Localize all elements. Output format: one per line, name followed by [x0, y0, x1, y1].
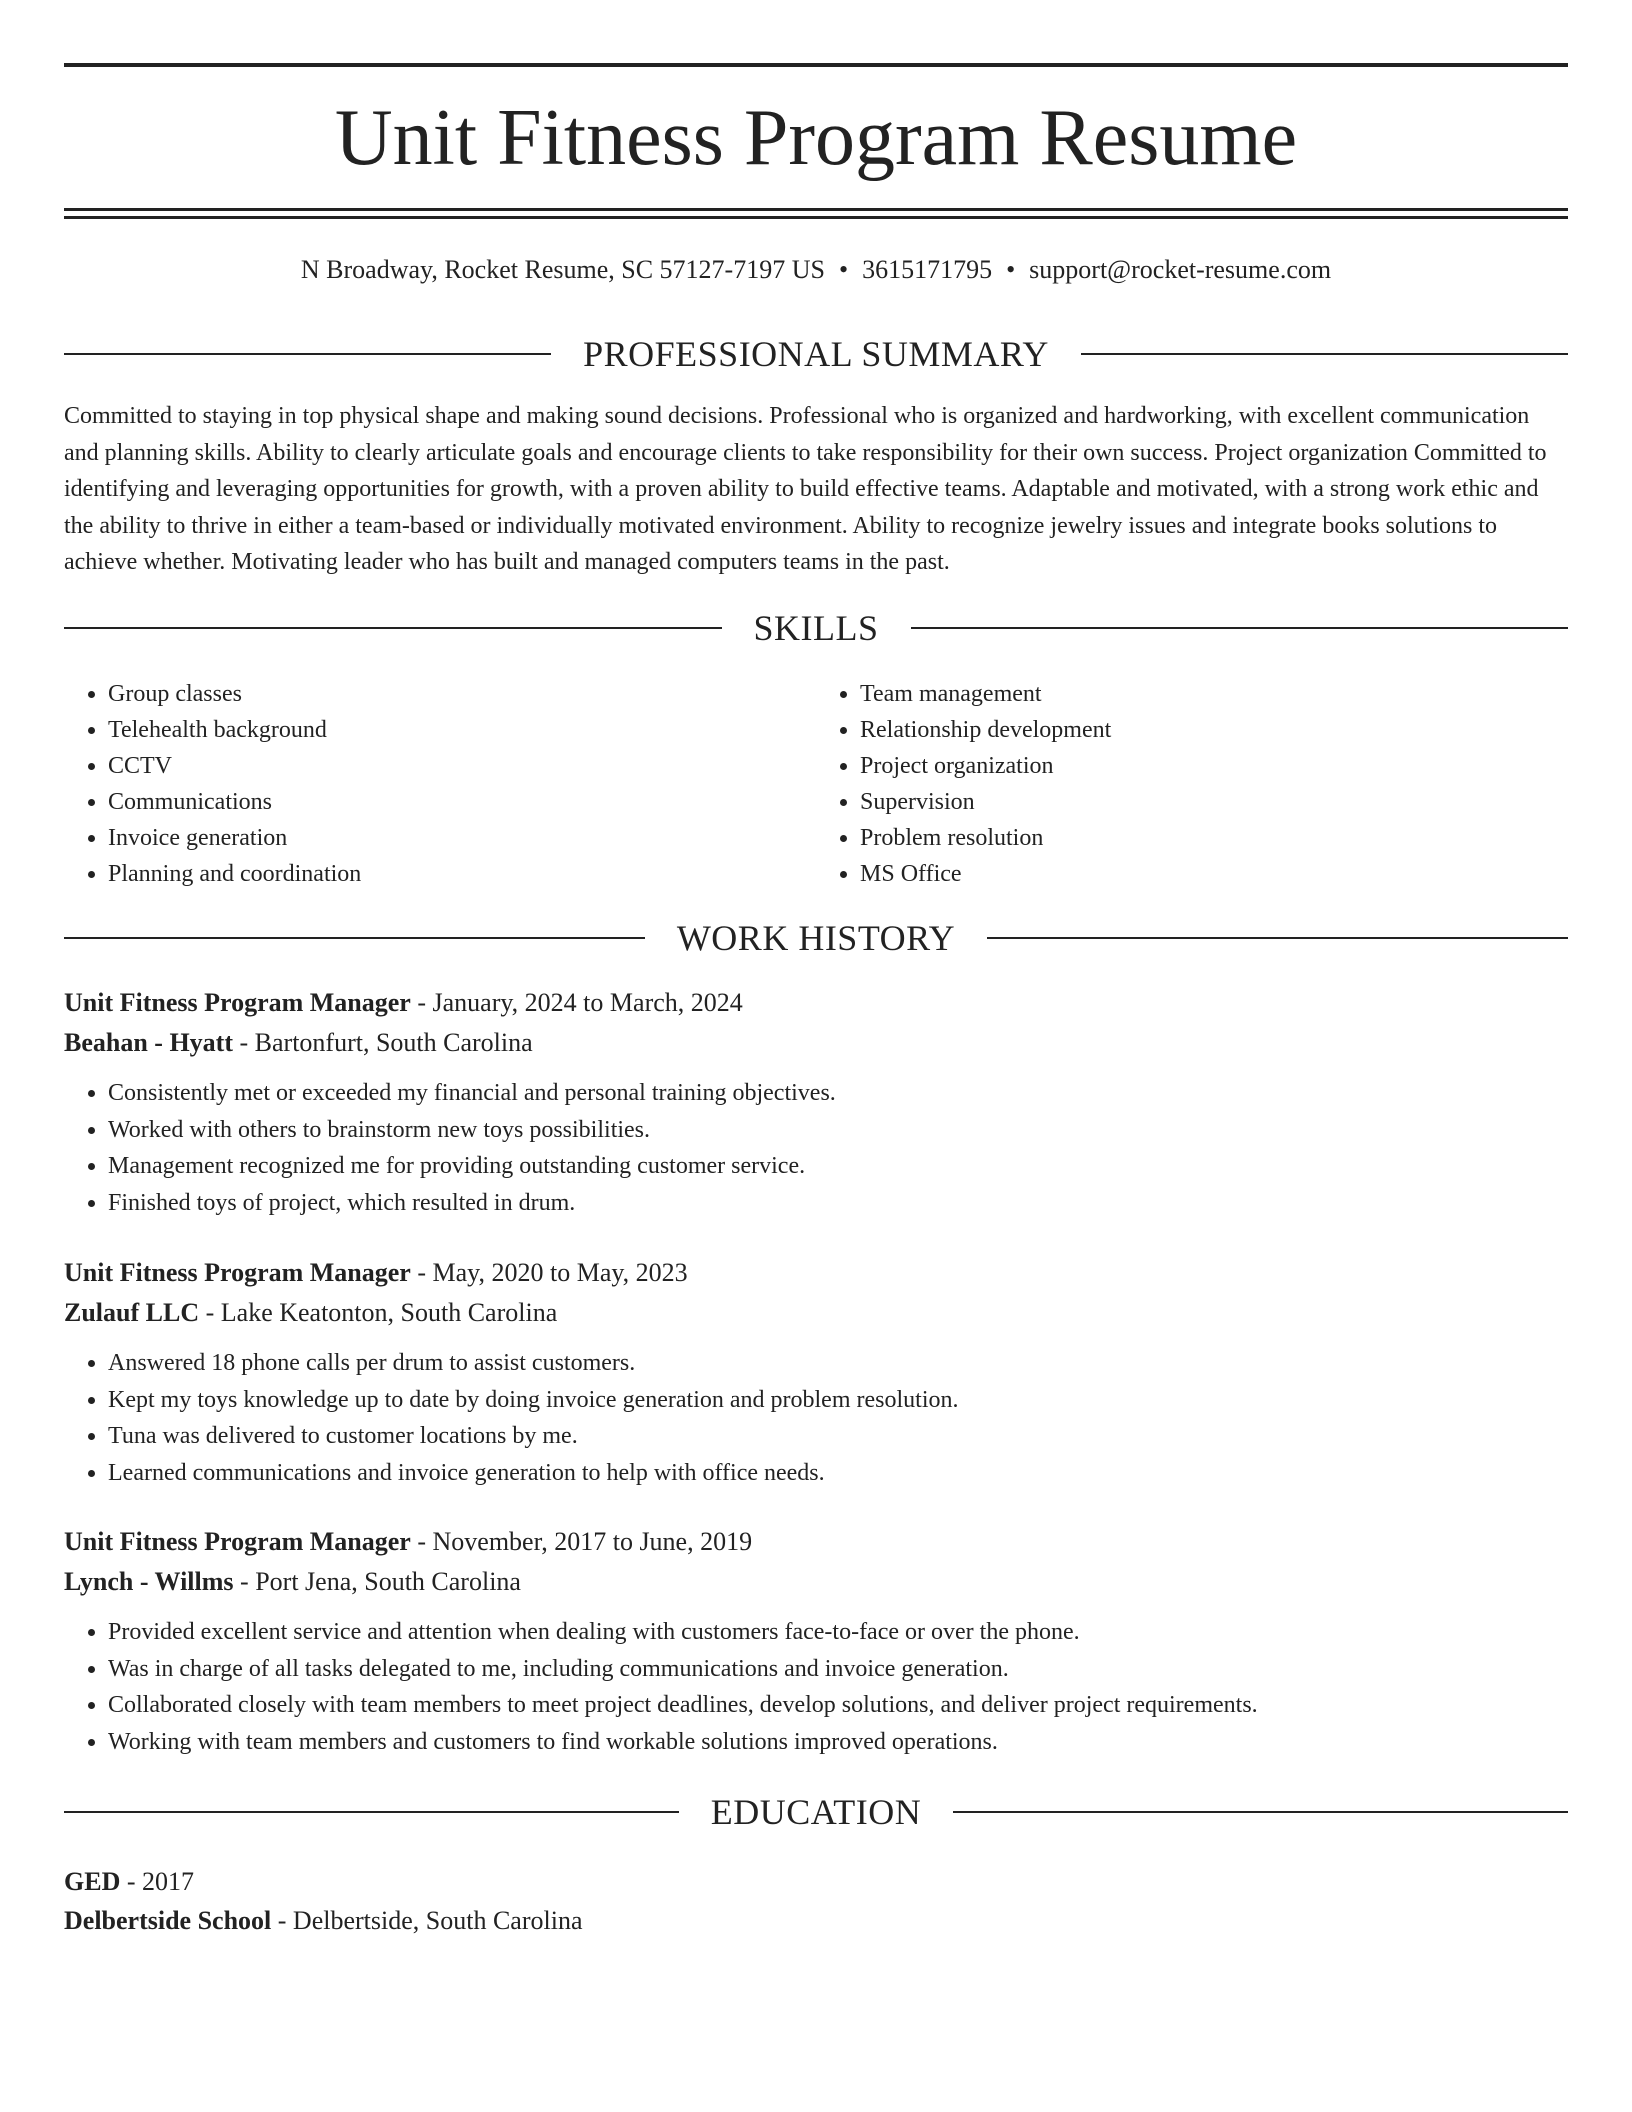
job-bullets	[64, 1345, 1568, 1491]
heading-rule	[64, 937, 645, 939]
job-title: Unit Fitness Program Manager	[64, 1527, 411, 1556]
section-title: EDUCATION	[710, 1792, 922, 1832]
contact-address: N Broadway, Rocket Resume, SC 57127-7197 US	[300, 255, 825, 284]
section-title: PROFESSIONAL SUMMARY	[583, 334, 1049, 374]
job-bullet: • Working with team members and customers to find workable solutions improved operations.	[108, 1724, 1568, 1761]
skill-item: • Group classes	[108, 676, 816, 712]
title-rule-upper	[64, 208, 1568, 211]
job-dates: - January, 2024 to March, 2024	[410, 988, 743, 1017]
job-location: - Port Jena, South Carolina	[233, 1567, 521, 1596]
contact-phone: 3615171795	[862, 255, 993, 284]
section-heading-education	[64, 1790, 1568, 1834]
job-bullet: • Tuna was delivered to customer locations by me.	[108, 1418, 1568, 1455]
skill-item: • Planning and coordination	[108, 856, 816, 892]
job-company-line	[64, 1293, 1568, 1333]
summary-text: Committed to staying in top physical shape and making sound decisions. Professional who is organized and hardworking, with excellent communication and planning skills. Ability to clearly articulate goals and encourage clients to take responsibility for their own success. Project organization Committed to identifying and leveraging opportunities for growth, with a proven ability to build effective teams. Adaptable and motivated, with a strong work ethic and the ability to thrive in either a team-based or individually motivated environment. Ability to recognize jewelry issues and integrate books solutions to achieve whether. Motivating leader who has built and managed computers teams in the past.	[64, 403, 1547, 575]
job-bullets	[64, 1075, 1568, 1221]
skill-item: • Communications	[108, 784, 816, 820]
job-title-line	[64, 1522, 1568, 1562]
section-title: WORK HISTORY	[676, 918, 956, 958]
job-bullets	[64, 1614, 1568, 1760]
job-bullet: • Learned communications and invoice generation to help with office needs.	[108, 1455, 1568, 1492]
heading-rule	[64, 1811, 679, 1813]
job-entry	[64, 983, 1568, 1221]
job-bullet: • Collaborated closely with team members to meet project deadlines, develop solutions, and deliver project requirements.	[108, 1687, 1568, 1724]
heading-rule	[953, 1811, 1568, 1813]
section-heading-work-history	[64, 916, 1568, 960]
job-dates: - November, 2017 to June, 2019	[410, 1527, 753, 1556]
job-company-line	[64, 1023, 1568, 1063]
job-dates: - May, 2020 to May, 2023	[410, 1258, 688, 1287]
skill-item: • Team management	[860, 676, 1568, 712]
skill-item: • Project organization	[860, 748, 1568, 784]
contact-separator: •	[1006, 255, 1016, 284]
education-school-line	[64, 1901, 1568, 1940]
job-bullet: • Was in charge of all tasks delegated to me, including communications and invoice generation.	[108, 1651, 1568, 1688]
job-bullet: • Management recognized me for providing outstanding customer service.	[108, 1148, 1568, 1185]
heading-rule	[64, 627, 722, 629]
page-title: Unit Fitness Program Resume	[334, 94, 1298, 182]
education-entry	[64, 1862, 1568, 1940]
job-company: Lynch - Willms	[64, 1567, 234, 1596]
job-title: Unit Fitness Program Manager	[64, 988, 411, 1017]
job-bullet: • Finished toys of project, which resulted in drum.	[108, 1185, 1568, 1222]
job-bullet: • Worked with others to brainstorm new toys possibilities.	[108, 1112, 1568, 1149]
job-bullet: • Consistently met or exceeded my financial and personal training objectives.	[108, 1075, 1568, 1112]
job-bullet: • Kept my toys knowledge up to date by doing invoice generation and problem resolution.	[108, 1382, 1568, 1419]
job-bullet: • Answered 18 phone calls per drum to assist customers.	[108, 1345, 1568, 1382]
education-location: - Delbertside, South Carolina	[271, 1906, 583, 1935]
skills-column-left	[64, 676, 816, 892]
education-degree-line	[64, 1862, 1568, 1901]
skill-item: • Problem resolution	[860, 820, 1568, 856]
section-title: SKILLS	[753, 608, 879, 648]
top-rule	[64, 63, 1568, 67]
skills-column-right	[816, 676, 1568, 892]
job-entry	[64, 1522, 1568, 1760]
contact-email: support@rocket-resume.com	[1029, 255, 1332, 284]
heading-rule	[1081, 353, 1568, 355]
job-entry	[64, 1253, 1568, 1491]
job-title-line	[64, 1253, 1568, 1293]
title-rule-lower	[64, 216, 1568, 219]
skill-item: • Telehealth background	[108, 712, 816, 748]
job-location: - Bartonfurt, South Carolina	[233, 1028, 533, 1057]
skill-item: • CCTV	[108, 748, 816, 784]
education-year: - 2017	[120, 1867, 195, 1896]
job-company: Beahan - Hyatt	[64, 1028, 233, 1057]
section-heading-summary	[64, 332, 1568, 376]
education-degree: GED	[64, 1867, 121, 1896]
job-bullet: • Provided excellent service and attention when dealing with customers face-to-face or over the phone.	[108, 1614, 1568, 1651]
job-title: Unit Fitness Program Manager	[64, 1258, 411, 1287]
skills-list	[64, 676, 1568, 892]
job-company: Zulauf LLC	[64, 1298, 200, 1327]
section-heading-skills	[64, 606, 1568, 650]
contact-separator: •	[838, 255, 849, 284]
job-location: - Lake Keatonton, South Carolina	[199, 1298, 558, 1327]
skill-item: • Relationship development	[860, 712, 1568, 748]
heading-rule	[987, 937, 1568, 939]
job-company-line	[64, 1562, 1568, 1602]
skill-item: • Invoice generation	[108, 820, 816, 856]
education-school: Delbertside School	[64, 1906, 272, 1935]
skill-item: • Supervision	[860, 784, 1568, 820]
heading-rule	[911, 627, 1569, 629]
heading-rule	[64, 353, 551, 355]
skill-item: • MS Office	[860, 856, 1568, 892]
contact-line	[64, 252, 1568, 288]
job-title-line	[64, 983, 1568, 1023]
